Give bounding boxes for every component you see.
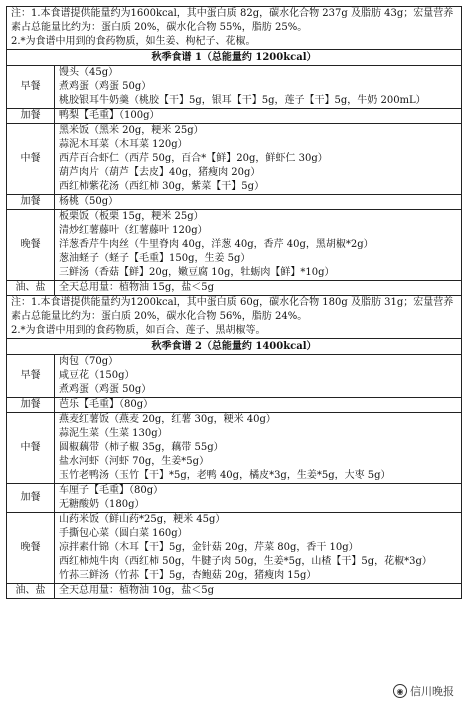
dish-item: 咸豆花（150g） — [59, 370, 135, 381]
note-1-line: 注：1.本食谱提供能量约为1600kcal，其中蛋白质 82g，碳水化合物 237g 及脂肪 43g；宏量营养素占总能量比约为：蛋白质 20%，碳水化合物 55%，脂肪 25%。 — [11, 8, 454, 33]
meal-row — [7, 413, 462, 484]
meal-row — [7, 210, 462, 281]
meal-label: 中餐 — [7, 124, 55, 195]
dish-item: 鸭梨【毛重】（100g） — [59, 110, 160, 121]
dish-item: 洋葱香芹牛肉丝（牛里脊肉 40g，洋葱 40g，香芹 40g，黑胡椒*2g） — [59, 239, 374, 250]
meal-label: 中餐 — [7, 413, 55, 484]
meal-items — [55, 413, 462, 484]
dish-item: 蒜泥木耳菜（木耳菜 120g） — [59, 139, 188, 150]
meal-label: 加餐 — [7, 195, 55, 210]
menu-1-title-row — [7, 50, 462, 66]
note-1-row — [7, 7, 462, 50]
meal-items — [55, 210, 462, 281]
meal-items — [55, 281, 462, 296]
watermark-text: 信川晚报 — [410, 685, 454, 698]
meal-label: 早餐 — [7, 355, 55, 398]
meal-row — [7, 484, 462, 513]
dish-item: 板栗饭（板栗 15g，粳米 25g） — [59, 211, 204, 222]
meal-items — [55, 109, 462, 124]
menu-2-title: 秋季食谱 2（总能量约 1400kcal） — [7, 339, 462, 355]
dish-item: 蒜泥生菜（生菜 130g） — [59, 428, 168, 439]
dish-item: 黑米饭（黑米 20g，粳米 25g） — [59, 125, 204, 136]
meal-label: 早餐 — [7, 66, 55, 109]
meal-row — [7, 281, 462, 296]
dish-item: 圆椒藕带（柿子椒 35g，藕带 55g） — [59, 442, 224, 453]
dish-item: 葱油蛏子（蛏子【毛重】150g，生姜 5g） — [59, 253, 251, 264]
dish-item: 西芹百合虾仁（西芹 50g，百合*【鲜】20g，鲜虾仁 30g） — [59, 153, 328, 164]
meal-label: 加餐 — [7, 398, 55, 413]
dish-item: 杨桃（50g） — [59, 196, 119, 207]
dish-item: 手撕包心菜（圆白菜 160g） — [59, 528, 188, 539]
recipe-table — [6, 6, 462, 599]
dish-item: 西红柿炖牛肉（西红柿 50g，牛腱子肉 50g，生姜*5g，山楂【干】5g，花椒*3g） — [59, 556, 432, 567]
dish-item: 盐水河虾（河虾 70g，生姜*5g） — [59, 456, 210, 467]
meal-row — [7, 66, 462, 109]
dish-item: 清炒红薯藤叶（红薯藤叶 120g） — [59, 225, 208, 236]
meal-row — [7, 124, 462, 195]
dish-item: 煮鸡蛋（鸡蛋 50g） — [59, 81, 152, 92]
dish-item: 车厘子【毛重】（80g） — [59, 485, 164, 496]
meal-label: 晚餐 — [7, 210, 55, 281]
note-2-row — [7, 296, 462, 339]
dish-item: 煮鸡蛋（鸡蛋 50g） — [59, 384, 152, 395]
dish-item: 芭乐【毛重】（80g） — [59, 399, 154, 410]
dish-item: 玉竹老鸭汤（玉竹【干】*5g，老鸭 40g，橘皮*3g，生姜*5g，大枣 5g） — [59, 470, 391, 481]
dish-item: 山药米饭（鲜山药*25g，粳米 45g） — [59, 514, 226, 525]
meal-row — [7, 109, 462, 124]
meal-items — [55, 513, 462, 584]
meal-items — [55, 484, 462, 513]
meal-items — [55, 124, 462, 195]
dish-item: 全天总用量：植物油 15g，盐＜5g — [59, 282, 215, 293]
dish-item: 无糖酸奶（180g） — [59, 499, 145, 510]
meal-items — [55, 66, 462, 109]
note-2-line: 2.*为食谱中用到的食药物质，如百合、莲子、黑胡椒等。 — [11, 325, 266, 336]
dish-item: 竹荪三鲜汤（竹荪【干】5g，杏鲍菇 20g，猪瘦肉 15g） — [59, 570, 317, 581]
meal-row — [7, 355, 462, 398]
meal-row — [7, 398, 462, 413]
meal-label: 油、盐 — [7, 584, 55, 599]
meal-label: 加餐 — [7, 109, 55, 124]
meal-label: 油、盐 — [7, 281, 55, 296]
note-1-line: 2.*为食谱中用到的食药物质，如生姜、枸杞子、花椒。 — [11, 36, 256, 47]
dish-item: 三鲜汤（香菇【鲜】20g，嫩豆腐 10g，牡蛎肉【鲜】*10g） — [59, 267, 335, 278]
meal-row — [7, 513, 462, 584]
dish-item: 肉包（70g） — [59, 356, 119, 367]
dish-item: 凉拌素什锦（木耳【干】5g，金针菇 20g，芹菜 80g，香干 10g） — [59, 542, 359, 553]
watermark — [389, 682, 458, 700]
dish-item: 燕麦红薯饭（燕麦 20g，红薯 30g，粳米 40g） — [59, 414, 276, 425]
meal-items — [55, 398, 462, 413]
menu-1-title: 秋季食谱 1（总能量约 1200kcal） — [7, 50, 462, 66]
meal-items — [55, 584, 462, 599]
meal-items — [55, 355, 462, 398]
meal-label: 晚餐 — [7, 513, 55, 584]
note-2 — [7, 296, 462, 339]
dish-item: 馒头（45g） — [59, 67, 119, 78]
meal-row — [7, 584, 462, 599]
note-1 — [7, 7, 462, 50]
menu-2-title-row — [7, 339, 462, 355]
weibo-icon: ◉ — [393, 684, 407, 698]
dish-item: 全天总用量：植物油 10g，盐＜5g — [59, 585, 215, 596]
note-2-line: 注：1.本食谱提供能量约为1200kcal，其中蛋白质 60g，碳水化合物 180g 及脂肪 31g；宏量营养素占总能量比约为：蛋白质 20%，碳水化合物 56%，脂肪 24%。 — [11, 297, 454, 322]
meal-items — [55, 195, 462, 210]
meal-row — [7, 195, 462, 210]
dish-item: 西红柿紫花汤（西红柿 30g，紫菜【干】5g） — [59, 181, 265, 192]
dish-item: 葫芦肉片（葫芦【去皮】40g，猪瘦肉 20g） — [59, 167, 261, 178]
dish-item: 桃胶银耳牛奶羹（桃胶【干】5g，银耳【干】5g，莲子【干】5g，牛奶 200mL） — [59, 95, 426, 106]
meal-label: 加餐 — [7, 484, 55, 513]
